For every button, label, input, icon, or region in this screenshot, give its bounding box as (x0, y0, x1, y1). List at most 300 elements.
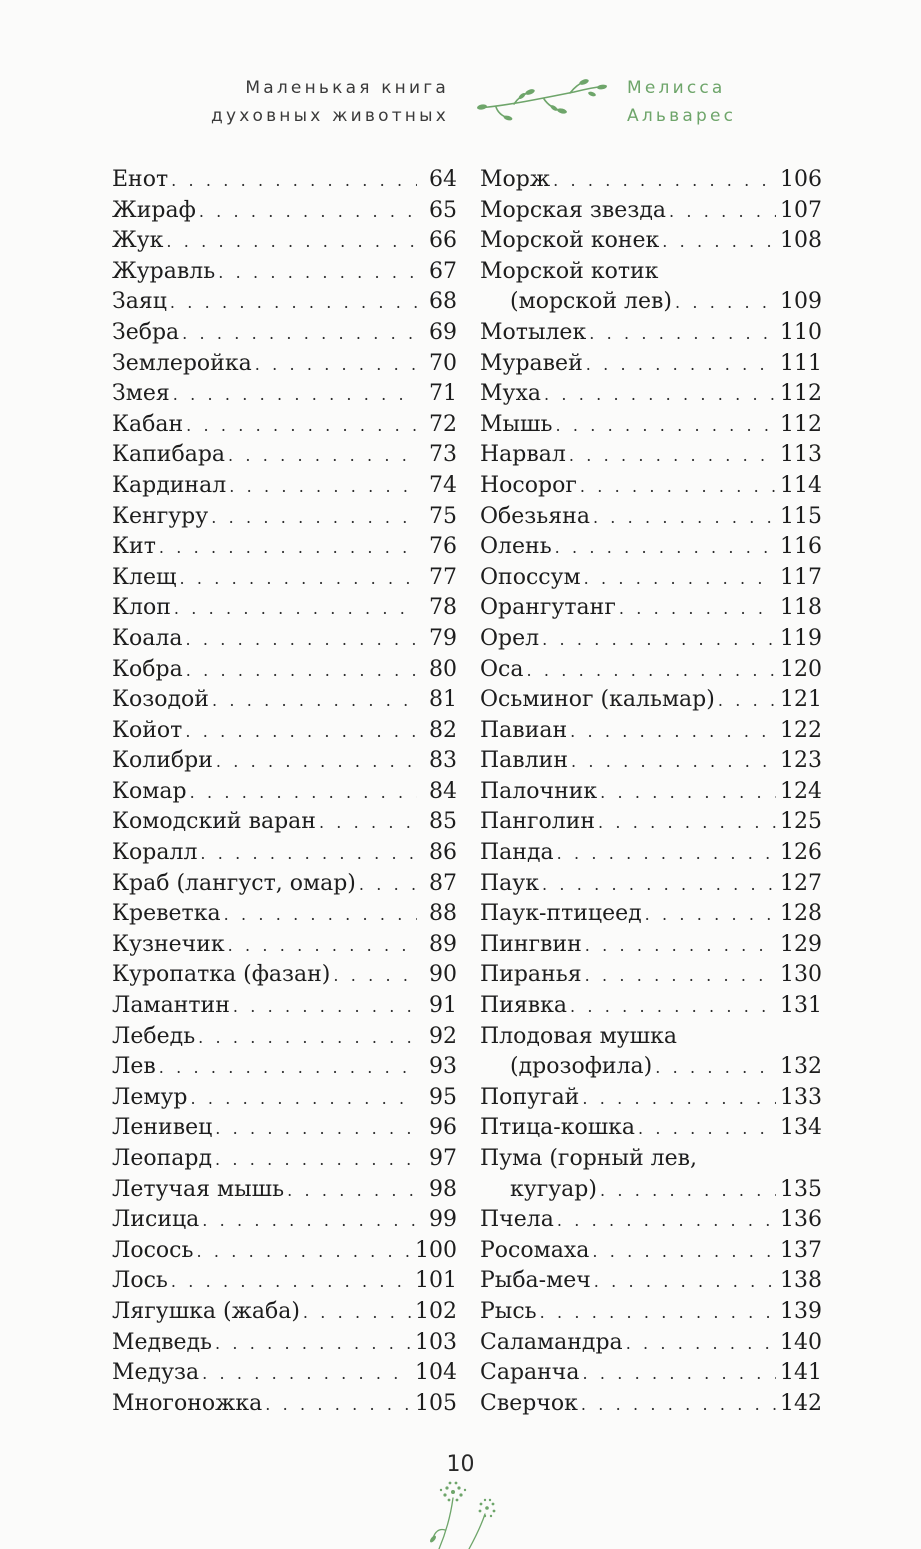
toc-entry-title: Ленивец (112, 1115, 213, 1141)
toc-entry (112, 1175, 457, 1206)
dot-leader (557, 1206, 776, 1237)
toc-entry (112, 716, 457, 747)
toc-entry (480, 716, 822, 747)
toc-entry (112, 165, 457, 196)
toc-entry (480, 471, 822, 502)
toc-entry-page: 105 (415, 1390, 457, 1416)
toc-entry (480, 1358, 822, 1389)
toc-entry-page: 86 (429, 840, 457, 866)
toc-entry-page: 74 (429, 472, 457, 498)
dot-leader (544, 380, 776, 411)
toc-entry-page: 71 (429, 381, 457, 407)
dot-leader (174, 594, 417, 625)
dot-leader (570, 992, 776, 1023)
toc-entry-page: 142 (780, 1390, 822, 1416)
toc-entry-page: 128 (780, 901, 822, 927)
author-line-1: Мелисса (627, 78, 726, 98)
toc-entry (480, 746, 822, 777)
toc-entry-title: Морская звезда (480, 197, 666, 223)
toc-entry-page: 140 (780, 1329, 822, 1355)
toc-entry-title: Осьминог (кальмар) (480, 687, 715, 713)
toc-entry (480, 318, 822, 349)
toc-entry-page: 95 (429, 1084, 457, 1110)
toc-entry (480, 1175, 822, 1206)
dot-leader (228, 931, 417, 962)
dot-leader (229, 472, 417, 503)
toc-entry-title: Опоссум (480, 564, 581, 590)
toc-entry-title: Медведь (112, 1329, 213, 1355)
dot-leader (555, 411, 776, 442)
toc-entry (112, 593, 457, 624)
toc-entry-page: 79 (429, 625, 457, 651)
toc-entry-page: 89 (429, 931, 457, 957)
dot-leader (173, 380, 417, 411)
dot-leader (179, 564, 417, 595)
toc-entry-title: Морской котик (480, 258, 659, 284)
toc-entry-page: 84 (429, 778, 457, 804)
dot-leader (171, 166, 417, 197)
toc-entry-title: Журавль (112, 258, 216, 284)
toc-entry (480, 930, 822, 961)
dot-leader (215, 1145, 417, 1176)
toc-entry-page: 72 (429, 411, 457, 437)
toc-entry (112, 991, 457, 1022)
toc-entry-title: Плодовая мушка (480, 1023, 677, 1049)
toc-entry-title: Кит (112, 534, 156, 560)
toc-entry-page: 67 (429, 258, 457, 284)
toc-entry-title: Змея (112, 381, 170, 407)
toc-entry-title: Обезьяна (480, 503, 590, 529)
toc-entry-title: Пиранья (480, 962, 582, 988)
toc-entry (112, 471, 457, 502)
toc-entry (112, 1236, 457, 1267)
dot-leader (598, 808, 776, 839)
toc-entry-title: Оса (480, 656, 524, 682)
toc-entry (112, 1389, 457, 1420)
dot-leader (600, 1176, 776, 1207)
toc-entry-page: 116 (780, 534, 822, 560)
toc-entry (480, 685, 822, 716)
toc-entry-title: Росомаха (480, 1237, 590, 1263)
toc-entry-page: 130 (780, 962, 822, 988)
toc-entry-title: Многоножка (112, 1390, 263, 1416)
toc-entry-title: Орел (480, 625, 540, 651)
dot-leader (171, 1267, 411, 1298)
toc-entry (480, 1083, 822, 1114)
toc-entry-title: Енот (112, 167, 169, 192)
dot-leader (600, 778, 776, 809)
dot-leader (594, 1267, 776, 1298)
dandelion-flower-icon (425, 1478, 515, 1549)
toc-entry-title: Лемур (112, 1084, 188, 1110)
toc-entry-page: 69 (429, 319, 457, 345)
dot-leader (645, 900, 776, 931)
toc-entry-page: 136 (780, 1207, 822, 1233)
toc-entry-page: 103 (415, 1329, 457, 1355)
toc-entry-page: 73 (429, 442, 457, 468)
toc-entry-title: Муравей (480, 350, 583, 376)
toc-entry (112, 685, 457, 716)
toc-entry-title: Попугай (480, 1084, 580, 1110)
toc-entry (480, 1297, 822, 1328)
toc-entry (480, 869, 822, 900)
toc-entry-title: Кузнечик (112, 931, 225, 957)
toc-entry-title: Куропатка (фазан) (112, 962, 331, 988)
running-header (0, 72, 921, 132)
toc-entry-page: 133 (780, 1084, 822, 1110)
dot-leader (675, 288, 776, 319)
toc-entry (112, 287, 457, 318)
toc-entry (112, 1113, 457, 1144)
toc-entry-title: Лягушка (жаба) (112, 1298, 300, 1324)
dot-leader (198, 1023, 417, 1054)
toc-entry (480, 440, 822, 471)
toc-entry-title: Птица-кошка (480, 1115, 636, 1141)
toc-entry-page: 131 (780, 993, 822, 1019)
toc-entry-page: 135 (780, 1176, 822, 1202)
toc-entry (480, 287, 822, 318)
toc-entry-page: 117 (780, 564, 822, 590)
toc-entry-title: Коала (112, 625, 183, 651)
toc-entry-page: 109 (780, 289, 822, 315)
toc-entry-page: 125 (780, 809, 822, 835)
toc-entry-page: 87 (429, 870, 457, 896)
author-line-2: Альварес (627, 106, 737, 126)
toc-entry-title: Коралл (112, 840, 198, 866)
toc-entry (480, 1389, 822, 1420)
toc-entry-title: Рысь (480, 1298, 537, 1324)
toc-entry-page: 138 (780, 1268, 822, 1294)
toc-entry-page: 102 (415, 1298, 457, 1324)
dot-leader (589, 319, 776, 350)
toc-entry-title: Морской конек (480, 228, 660, 254)
dot-leader (265, 1390, 411, 1421)
toc-entry-title: Креветка (112, 901, 221, 927)
dot-leader (159, 1053, 417, 1084)
toc-entry (480, 1113, 822, 1144)
toc-entry (112, 777, 457, 808)
toc-entry-title: Козодой (112, 687, 209, 713)
toc-entry-title: Рыба-меч (480, 1268, 591, 1294)
dot-leader (662, 227, 776, 258)
toc-entry (480, 838, 822, 869)
toc-entry (112, 1022, 457, 1053)
toc-entry-page: 70 (429, 350, 457, 376)
toc-entry (112, 960, 457, 991)
toc-entry (480, 593, 822, 624)
dot-leader (586, 350, 776, 381)
dot-leader (582, 1359, 776, 1390)
toc-entry-title: Носорог (480, 472, 577, 498)
dot-leader (170, 288, 417, 319)
toc-entry-page: 100 (415, 1237, 457, 1263)
toc-entry (480, 379, 822, 410)
toc-entry-page: 139 (780, 1298, 822, 1324)
toc-entry-title: Землеройка (112, 350, 252, 376)
dot-leader (359, 870, 417, 901)
toc-entry-page: 90 (429, 962, 457, 988)
book-title (211, 74, 449, 130)
toc-entry-title: Саламандра (480, 1329, 623, 1355)
toc-entry-title: Муха (480, 381, 541, 407)
book-title-line-2: духовных животных (211, 106, 449, 126)
dot-leader (592, 1237, 776, 1268)
toc-entry-title: кугуар) (510, 1176, 597, 1202)
toc-entry (112, 440, 457, 471)
toc-entry (112, 624, 457, 655)
dot-leader (218, 258, 417, 289)
toc-entry-page: 99 (429, 1207, 457, 1233)
toc-entry-title: Мотылек (480, 319, 587, 345)
dot-leader (542, 870, 776, 901)
toc-entry-page: 123 (780, 748, 822, 774)
toc-entry (112, 226, 457, 257)
toc-entry (112, 838, 457, 869)
toc-entry (112, 1205, 457, 1236)
dot-leader (303, 1298, 411, 1329)
toc-entry (480, 1022, 822, 1053)
toc-entry-page: 75 (429, 503, 457, 529)
toc-entry-title: Медуза (112, 1360, 200, 1386)
toc-entry-title: Ламантин (112, 993, 230, 1019)
toc-column-left (112, 165, 457, 1419)
toc-entry-page: 122 (780, 717, 822, 743)
dot-leader (571, 747, 776, 778)
toc-entry-page: 112 (780, 411, 822, 437)
toc-entry-title: Кардинал (112, 472, 227, 498)
toc-entry-page: 96 (429, 1115, 457, 1141)
dot-leader (199, 197, 417, 228)
toc-entry-page: 108 (780, 228, 822, 254)
dot-leader (333, 961, 417, 992)
toc-entry-page: 129 (780, 931, 822, 957)
toc-entry (112, 379, 457, 410)
dot-leader (555, 533, 776, 564)
toc-entry (112, 563, 457, 594)
toc-entry (480, 807, 822, 838)
toc-entry-title: Лев (112, 1054, 156, 1080)
toc-entry-title: Панда (480, 840, 554, 866)
toc-entry-title: Мышь (480, 411, 553, 437)
toc-entry-title: Кенгуру (112, 503, 209, 529)
toc-entry (480, 777, 822, 808)
dot-leader (191, 1084, 417, 1115)
dot-leader (202, 1359, 411, 1390)
toc-entry-title: Леопард (112, 1146, 213, 1171)
toc-entry-title: Олень (480, 534, 552, 560)
toc-entry (112, 1144, 457, 1175)
toc-entry (480, 899, 822, 930)
dot-leader (215, 1114, 417, 1145)
toc-entry (112, 1328, 457, 1359)
toc-entry-title: Панголин (480, 809, 596, 835)
toc-entry (112, 1083, 457, 1114)
toc-entry-page: 78 (429, 595, 457, 621)
book-title-line-1: Маленькая книга (245, 78, 449, 98)
toc-entry (480, 532, 822, 563)
toc-entry-title: Лось (112, 1268, 168, 1294)
dot-leader (166, 227, 417, 258)
toc-entry-title: Клещ (112, 564, 177, 590)
toc-entry-page: 77 (429, 564, 457, 590)
toc-entry (112, 532, 457, 563)
dot-leader (233, 992, 417, 1023)
toc-entry (112, 349, 457, 380)
dot-leader (638, 1114, 776, 1145)
dot-leader (202, 1206, 417, 1237)
toc-entry-title: Нарвал (480, 442, 566, 468)
dot-leader (224, 900, 417, 931)
toc-entry-title: Заяц (112, 289, 167, 315)
dot-leader (200, 839, 417, 870)
toc-entry-page: 81 (429, 687, 457, 713)
toc-entry (480, 165, 822, 196)
toc-entry (112, 410, 457, 441)
page-number: 10 (446, 1452, 475, 1477)
toc-entry-title: Пингвин (480, 931, 582, 957)
toc-entry (480, 1328, 822, 1359)
dot-leader (585, 961, 776, 992)
toc-entry (112, 899, 457, 930)
toc-entry (480, 410, 822, 441)
dot-leader (190, 778, 417, 809)
toc-entry-page: 114 (780, 472, 822, 498)
dot-leader (540, 1298, 776, 1329)
dot-leader (626, 1329, 776, 1360)
toc-entry-page: 112 (780, 381, 822, 407)
toc-entry-title: Морж (480, 167, 551, 192)
toc-entry-page: 91 (429, 993, 457, 1019)
toc-entry-title: Орангутанг (480, 595, 616, 621)
dot-leader (580, 472, 776, 503)
toc-entry-title: Пчела (480, 1207, 554, 1233)
toc-entry-title: Саранча (480, 1360, 580, 1386)
dot-leader (255, 350, 417, 381)
toc-entry-page: 113 (780, 442, 822, 468)
toc-entry-page: 64 (429, 167, 457, 192)
toc-entry-title: (дрозофила) (510, 1054, 653, 1080)
toc-entry-page: 82 (429, 717, 457, 743)
dot-leader (196, 1237, 411, 1268)
toc-entry-title: Жираф (112, 197, 196, 223)
toc-entry-page: 101 (415, 1268, 457, 1294)
dot-leader (619, 594, 776, 625)
toc-entry-page: 110 (780, 319, 822, 345)
toc-entry-title: Пума (горный лев, (480, 1146, 697, 1171)
dot-leader (228, 441, 417, 472)
dot-leader (570, 717, 776, 748)
toc-entry-title: Лосось (112, 1237, 194, 1263)
dot-leader (582, 1084, 776, 1115)
toc-entry-page: 115 (780, 503, 822, 529)
toc-entry-title: Сверчок (480, 1390, 578, 1416)
toc-entry-title: Летучая мышь (112, 1176, 285, 1202)
toc-entry (112, 196, 457, 227)
toc-entry (480, 1205, 822, 1236)
author-name (627, 74, 736, 130)
toc-column-right (480, 165, 822, 1419)
leaf-sprig-icon (474, 78, 610, 122)
toc-entry-title: Капибара (112, 442, 226, 468)
toc-entry-page: 80 (429, 656, 457, 682)
toc-entry-page: 121 (780, 687, 822, 713)
toc-entry-page: 65 (429, 197, 457, 223)
dot-leader (186, 411, 417, 442)
toc-entry-page: 141 (780, 1360, 822, 1386)
toc-entry-page: 124 (780, 778, 822, 804)
toc-entry (112, 1266, 457, 1297)
toc-entry-title: Комар (112, 778, 187, 804)
toc-entry-page: 93 (429, 1054, 457, 1080)
dot-leader (182, 319, 417, 350)
toc-entry (480, 502, 822, 533)
toc-entry-page: 119 (780, 625, 822, 651)
toc-entry-title: Краб (лангуст, омар) (112, 870, 356, 896)
toc-entry-title: Колибри (112, 748, 213, 774)
dot-leader (526, 656, 776, 687)
toc-entry (112, 1358, 457, 1389)
toc-entry (480, 196, 822, 227)
dot-leader (669, 197, 776, 228)
toc-entry-page: 132 (780, 1054, 822, 1080)
toc-entry (480, 991, 822, 1022)
dot-leader (287, 1176, 417, 1207)
dot-leader (185, 625, 417, 656)
toc-entry (480, 349, 822, 380)
toc-entry (112, 1297, 457, 1328)
toc-entry (112, 318, 457, 349)
toc-entry (480, 655, 822, 686)
toc-entry-title: Палочник (480, 778, 598, 804)
toc-entry (480, 960, 822, 991)
dot-leader (557, 839, 776, 870)
toc-entry-page: 88 (429, 901, 457, 927)
toc-entry (480, 624, 822, 655)
dot-leader (211, 503, 417, 534)
toc-entry (112, 807, 457, 838)
dot-leader (319, 808, 417, 839)
toc-entry-page: 83 (429, 748, 457, 774)
toc-entry (480, 1236, 822, 1267)
dot-leader (585, 931, 776, 962)
toc-entry (112, 746, 457, 777)
toc-entry-title: (морской лев) (510, 289, 672, 315)
toc-entry-title: Клоп (112, 595, 171, 621)
dot-leader (553, 166, 776, 197)
toc-entry-title: Кабан (112, 411, 184, 437)
toc-entry (112, 869, 457, 900)
dot-leader (581, 1390, 776, 1421)
toc-entry-page: 118 (780, 595, 822, 621)
dot-leader (584, 564, 776, 595)
toc-entry-page: 126 (780, 840, 822, 866)
toc-entry-page: 127 (780, 870, 822, 896)
toc-entry (112, 502, 457, 533)
toc-entry (480, 563, 822, 594)
toc-entry-page: 134 (780, 1115, 822, 1141)
toc-entry-page: 120 (780, 656, 822, 682)
toc-entry (112, 655, 457, 686)
toc-entry-page: 97 (429, 1146, 457, 1171)
toc-entry-title: Лисица (112, 1207, 200, 1233)
toc-entry-title: Зебра (112, 319, 180, 345)
toc-entry (112, 257, 457, 288)
toc-entry (480, 1052, 822, 1083)
toc-entry-title: Паук (480, 870, 539, 896)
toc-entry (480, 1266, 822, 1297)
toc-entry-page: 111 (780, 350, 822, 376)
toc-entry-title: Пиявка (480, 993, 567, 1019)
